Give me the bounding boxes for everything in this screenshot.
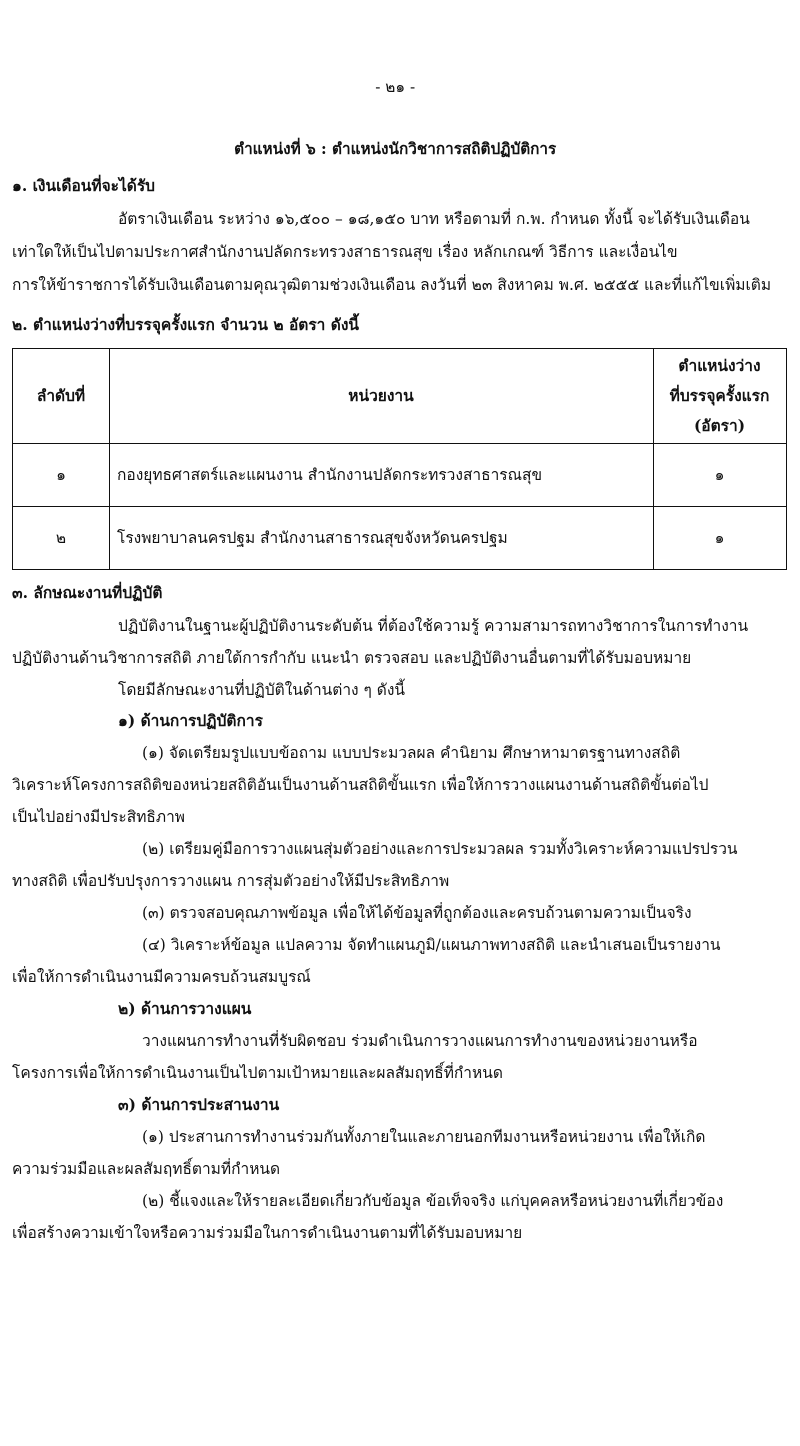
row-1-unit: กองยุทธศาสตร์และแผนงาน สำนักงานปลัดกระทรวงสาธารณสุข bbox=[117, 465, 543, 484]
header-vacancy-line-2: ที่บรรจุครั้งแรก bbox=[669, 386, 770, 405]
header-vacancy-line-1: ตำแหน่งว่าง bbox=[678, 356, 761, 375]
header-vacancy bbox=[653, 349, 786, 443]
vacancy-table bbox=[12, 348, 787, 570]
page-number: - ๒๑ - bbox=[375, 78, 416, 96]
header-unit: หน่วยงาน bbox=[348, 386, 414, 405]
coordination-heading: ๓) ด้านการประสานงาน bbox=[118, 1095, 280, 1114]
section3-heading: ๓. ลักษณะงานที่ปฏิบัติ bbox=[12, 583, 163, 602]
coordination-line-1: (๑) ประสานการทำงานร่วมกันทั้งภายในและภายนอกทีมงานหรือหน่วยงาน เพื่อให้เกิด bbox=[142, 1128, 706, 1146]
ops-line-5: ทางสถิติ เพื่อปรับปรุงการวางแผน การสุ่มตัวอย่างให้มีประสิทธิภาพ bbox=[12, 872, 450, 890]
section1-line-1: อัตราเงินเดือน ระหว่าง ๑๖,๕๐๐ – ๑๘,๑๕๐ บาท หรือตามที่ ก.พ. กำหนด ทั้งนี้ จะได้รับเงินเดือน bbox=[118, 210, 750, 228]
row-1-order: ๑ bbox=[56, 465, 66, 484]
coordination-line-2: ความร่วมมือและผลสัมฤทธิ์ตามที่กำหนด bbox=[12, 1160, 281, 1178]
header-order: ลำดับที่ bbox=[36, 386, 86, 405]
ops-line-8: เพื่อให้การดำเนินงานมีความครบถ้วนสมบูรณ์ bbox=[12, 968, 311, 986]
section1-heading: ๑. เงินเดือนที่จะได้รับ bbox=[12, 176, 156, 195]
row-2-unit: โรงพยาบาลนครปฐม สำนักงานสาธารณสุขจังหวัดนครปฐม bbox=[117, 528, 508, 547]
planning-line-1: วางแผนการทำงานที่รับผิดชอบ ร่วมดำเนินการวางแผนการทำงานของหน่วยงานหรือ bbox=[142, 1032, 698, 1050]
section2-heading: ๒. ตำแหน่งว่างที่บรรจุครั้งแรก จำนวน ๒ อัตรา ดังนี้ bbox=[12, 315, 359, 334]
section1-line-2: เท่าใดให้เป็นไปตามประกาศสำนักงานปลัดกระทรวงสาธารณสุข เรื่อง หลักเกณฑ์ วิธีการ และเงื่อนไข bbox=[12, 243, 678, 261]
ops-line-2: วิเคราะห์โครงการสถิติของหน่วยสถิติอันเป็นงานด้านสถิติขั้นแรก เพื่อให้การวางแผนงานด้านสถิติขั้นต่อไป bbox=[12, 776, 709, 794]
position-title: ตำแหน่งที่ ๖ : ตำแหน่งนักวิชาการสถิติปฏิบัติการ bbox=[234, 139, 557, 158]
coordination-line-3: (๒) ชี้แจงและให้รายละเอียดเกี่ยวกับข้อมูล ข้อเท็จจริง แก่บุคคลหรือหน่วยงานที่เกี่ยวข้อง bbox=[142, 1192, 724, 1210]
ops-line-1: (๑) จัดเตรียมรูปแบบข้อถาม แบบประมวลผล คำนิยาม ศึกษาหามาตรฐานทางสถิติ bbox=[142, 744, 681, 762]
ops-line-7: (๔) วิเคราะห์ข้อมูล แปลความ จัดทำแผนภูมิ/แผนภาพทางสถิติ และนำเสนอเป็นรายงาน bbox=[142, 936, 721, 954]
planning-heading: ๒) ด้านการวางแผน bbox=[118, 999, 252, 1018]
planning-line-2: โครงการเพื่อให้การดำเนินงานเป็นไปตามเป้าหมายและผลสัมฤทธิ์ที่กำหนด bbox=[12, 1064, 503, 1082]
row-2-count: ๑ bbox=[714, 528, 725, 547]
row-2-order: ๒ bbox=[55, 528, 67, 547]
ops-line-4: (๒) เตรียมคู่มือการวางแผนสุ่มตัวอย่างและการประมวลผล รวมทั้งวิเคราะห์ความแปรปรวน bbox=[142, 840, 738, 858]
ops-line-6: (๓) ตรวจสอบคุณภาพข้อมูล เพื่อให้ได้ข้อมูลที่ถูกต้องและครบถ้วนตามความเป็นจริง bbox=[142, 904, 692, 922]
section3-intro-3: โดยมีลักษณะงานที่ปฏิบัติในด้านต่าง ๆ ดังนี้ bbox=[118, 681, 406, 699]
ops-heading: ๑) ด้านการปฏิบัติการ bbox=[118, 711, 263, 730]
row-1-count: ๑ bbox=[714, 465, 725, 484]
section1-line-3: การให้ข้าราชการได้รับเงินเดือนตามคุณวุฒิตามช่วงเงินเดือน ลงวันที่ ๒๓ สิงหาคม พ.ศ. ๒๕๕๕ และที่แก้ไขเพิ่มเติม bbox=[12, 276, 772, 294]
header-vacancy-line-3: (อัตรา) bbox=[693, 416, 746, 435]
coordination-line-4: เพื่อสร้างความเข้าใจหรือความร่วมมือในการดำเนินงานตามที่ได้รับมอบหมาย bbox=[12, 1224, 523, 1242]
section3-intro-1: ปฏิบัติงานในฐานะผู้ปฏิบัติงานระดับต้น ที่ต้องใช้ความรู้ ความสามารถทางวิชาการในการทำงาน bbox=[118, 617, 749, 635]
section3-intro-2: ปฏิบัติงานด้านวิชาการสถิติ ภายใต้การกำกับ แนะนำ ตรวจสอบ และปฏิบัติงานอื่นตามที่ได้รับมอบหมาย bbox=[12, 649, 692, 667]
ops-line-3: เป็นไปอย่างมีประสิทธิภาพ bbox=[12, 808, 186, 826]
